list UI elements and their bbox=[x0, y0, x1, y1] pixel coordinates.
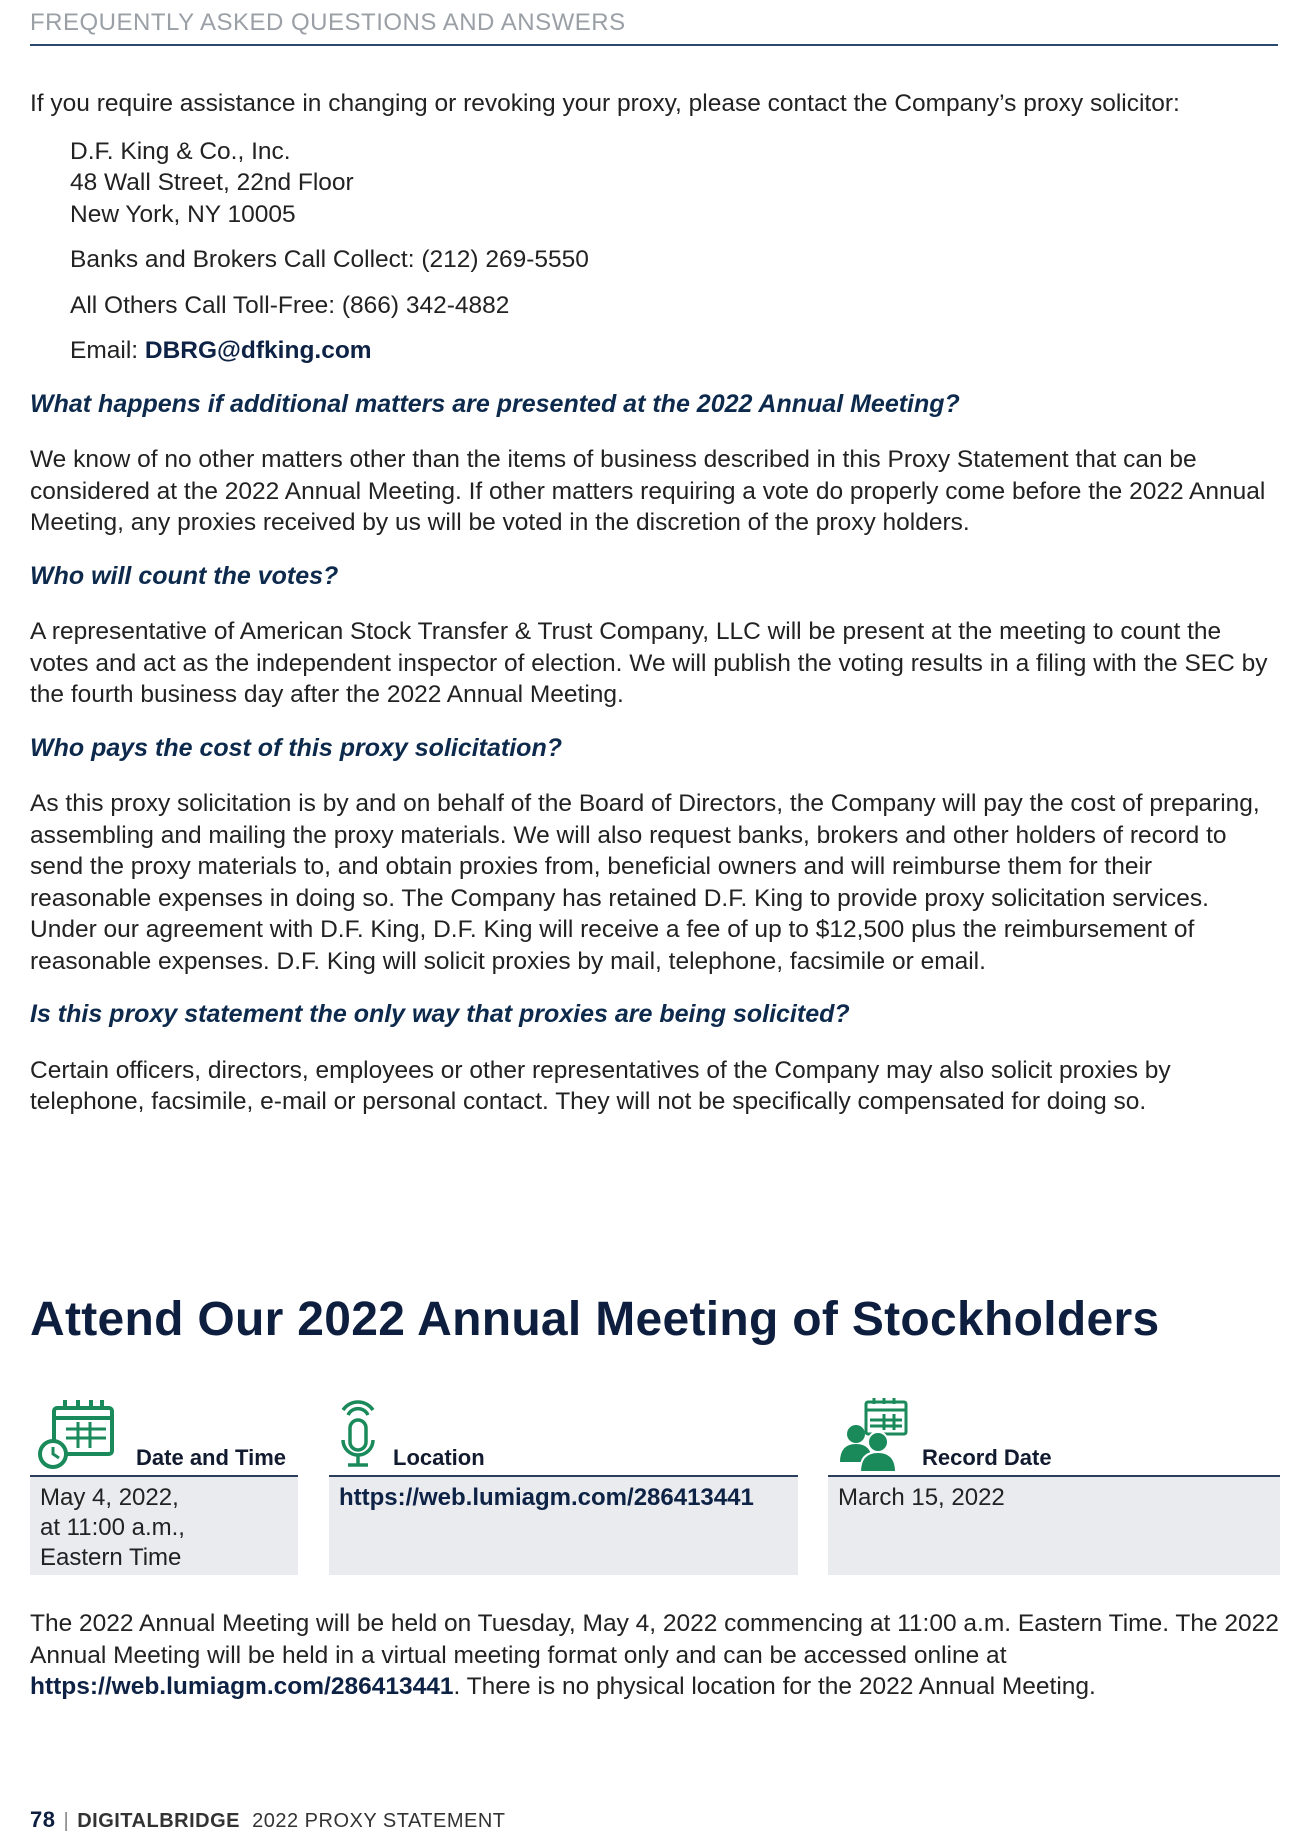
calendar-clock-icon bbox=[38, 1396, 118, 1477]
location-label: Location bbox=[393, 1445, 485, 1470]
footer-separator: | bbox=[63, 1810, 70, 1832]
record-date-label: Record Date bbox=[922, 1445, 1052, 1470]
faq-question: Who will count the votes? bbox=[30, 561, 339, 590]
page-header-title: FREQUENTLY ASKED QUESTIONS AND ANSWERS bbox=[30, 9, 626, 36]
banks-phone-line: Banks and Brokers Call Collect: (212) 269-5550 bbox=[70, 246, 589, 273]
solicitor-contact-block bbox=[70, 136, 1280, 367]
faq-answer: As this proxy solicitation is by and on behalf of the Board of Directors, the Company will pay the cost of preparing, assembling and mailing the proxy materials. We will also request banks, brokers and other holders of record to send the proxy materials to, and obtain proxies from, beneficial owners and will reimburse them for their reasonable expenses in doing so. The Company has retained D.F. King to provide proxy solicitation services. Under our agreement with D.F. King, D.F. King will receive a fee of up to $12,500 plus the reimbursement of reasonable expenses. D.F. King will solicit proxies by mail, telephone, facsimile or email. bbox=[30, 790, 1260, 975]
meeting-text-part1: The 2022 Annual Meeting will be held on Tuesday, May 4, 2022 commencing at 11:00 a.m. Eastern Time. The 2022 Annual Meeting will be held in a virtual meeting format only and can be accessed online at bbox=[30, 1610, 1279, 1669]
solicitor-name: D.F. King & Co., Inc. bbox=[70, 137, 291, 165]
faq-question: Who pays the cost of this proxy solicitation? bbox=[30, 733, 562, 762]
email-link[interactable]: DBRG@dfking.com bbox=[144, 337, 372, 364]
faq-answer: We know of no other matters other than the items of business described in this Proxy Statement that can be considered at the 2022 Annual Meeting. If other matters requiring a vote do properly come before the 2022 Annual Meeting, any proxies received by us will be voted in the discretion of the proxy holders. bbox=[30, 446, 1266, 536]
meeting-description bbox=[30, 1608, 1280, 1703]
faq-answer: Certain officers, directors, employees or other representatives of the Company may also solicit proxies by telephone, facsimile, e-mail or personal contact. They will not be specifically compensated for doing so. bbox=[30, 1056, 1171, 1115]
date-time-label: Date and Time bbox=[136, 1445, 286, 1470]
page-footer bbox=[30, 1807, 506, 1833]
faq-answer: A representative of American Stock Transfer & Trust Company, LLC will be present at the meeting to count the votes and act as the independent inspector of election. We will publish the voting results in a filing with the SEC by the fourth business day after the 2022 Annual Meeting. bbox=[30, 618, 1268, 708]
solicitor-city: New York, NY 10005 bbox=[70, 200, 296, 228]
timezone-line: Eastern Time bbox=[40, 1544, 182, 1571]
location-url[interactable]: https://web.lumiagm.com/286413441 bbox=[329, 1477, 798, 1575]
footer-doc-title: 2022 PROXY STATEMENT bbox=[252, 1810, 506, 1832]
meeting-url-link[interactable]: https://web.lumiagm.com/286413441 bbox=[30, 1673, 454, 1700]
faq-question: What happens if additional matters are presented at the 2022 Annual Meeting? bbox=[30, 389, 960, 418]
microphone-icon bbox=[333, 1396, 383, 1477]
date-line: May 4, 2022, bbox=[40, 1484, 179, 1511]
record-date-card bbox=[828, 1395, 1280, 1575]
solicitor-street: 48 Wall Street, 22nd Floor bbox=[70, 169, 354, 196]
footer-brand: DIGITALBRIDGE bbox=[77, 1810, 240, 1832]
intro-paragraph: If you require assistance in changing or revoking your proxy, please contact the Company’s proxy solicitor: bbox=[30, 90, 1180, 117]
people-calendar-icon bbox=[838, 1396, 914, 1477]
email-label: Email: bbox=[70, 337, 145, 364]
faq-question: Is this proxy statement the only way that proxies are being solicited? bbox=[30, 1000, 850, 1028]
others-phone-line: All Others Call Toll-Free: (866) 342-4882 bbox=[70, 291, 510, 319]
header-divider bbox=[30, 44, 1278, 46]
record-date-value: March 15, 2022 bbox=[828, 1477, 1280, 1575]
page-number: 78 bbox=[30, 1807, 56, 1832]
meeting-text-part2: . There is no physical location for the 2022 Annual Meeting. bbox=[453, 1673, 1096, 1700]
meeting-section-title: Attend Our 2022 Annual Meeting of Stockholders bbox=[30, 1293, 1160, 1346]
time-line: at 11:00 a.m., bbox=[40, 1514, 185, 1541]
date-time-card bbox=[30, 1395, 298, 1575]
location-card bbox=[329, 1395, 798, 1575]
email-line bbox=[70, 335, 1280, 367]
date-time-value bbox=[30, 1477, 298, 1575]
faq-content bbox=[30, 88, 1280, 1126]
